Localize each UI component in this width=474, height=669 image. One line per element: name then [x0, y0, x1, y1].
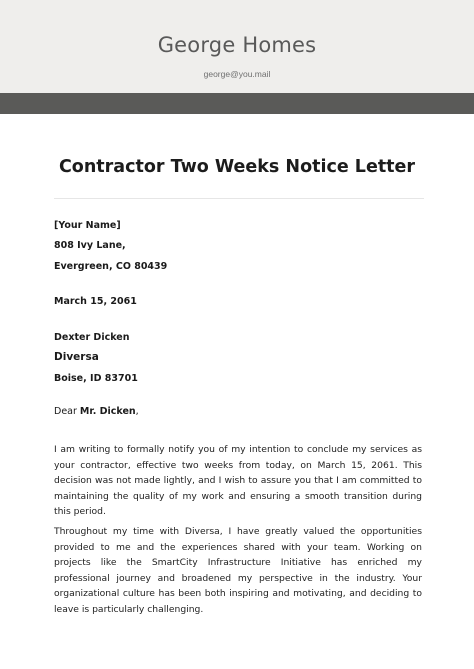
salutation-prefix: Dear	[54, 406, 80, 417]
letter-title: Contractor Two Weeks Notice Letter	[58, 157, 416, 177]
title-divider	[54, 198, 424, 199]
recipient-city: Boise, ID 83701	[54, 373, 138, 384]
salutation-name: Mr. Dicken	[79, 406, 136, 417]
sender-header-email: george@you.mail	[203, 69, 271, 79]
salutation	[54, 406, 139, 417]
header-band	[0, 93, 474, 114]
recipient-company: Diversa	[54, 351, 99, 363]
recipient-name: Dexter Dicken	[54, 332, 130, 343]
sender-header-name: George Homes	[157, 33, 317, 57]
salutation-suffix: ,	[135, 406, 139, 417]
sender-street: 808 Ivy Lane,	[54, 240, 126, 251]
sender-name: [Your Name]	[54, 220, 121, 231]
letter-date: March 15, 2061	[54, 296, 137, 307]
body-paragraph-2: Throughout my time with Diversa, I have greatly valued the opportunities provided to me and the experiences shared with your team. Working on projects like the SmartCity Infrastructure Initiative has enriched my professional journey and broadened my perspective in the industry. Your organizational culture has been both inspiring and motivating, and deciding to leave is particularly challenging.	[54, 526, 422, 615]
body-paragraph-1: I am writing to formally notify you of my intention to conclude my services as your contractor, effective two weeks from today, on March 15, 2061. This decision was not made lightly, and I wish to assure you that I am committed to maintaining the quality of my work and ensuring a smooth transition during this period.	[54, 444, 422, 518]
sender-city: Evergreen, CO 80439	[54, 261, 168, 272]
letterhead	[0, 0, 474, 93]
